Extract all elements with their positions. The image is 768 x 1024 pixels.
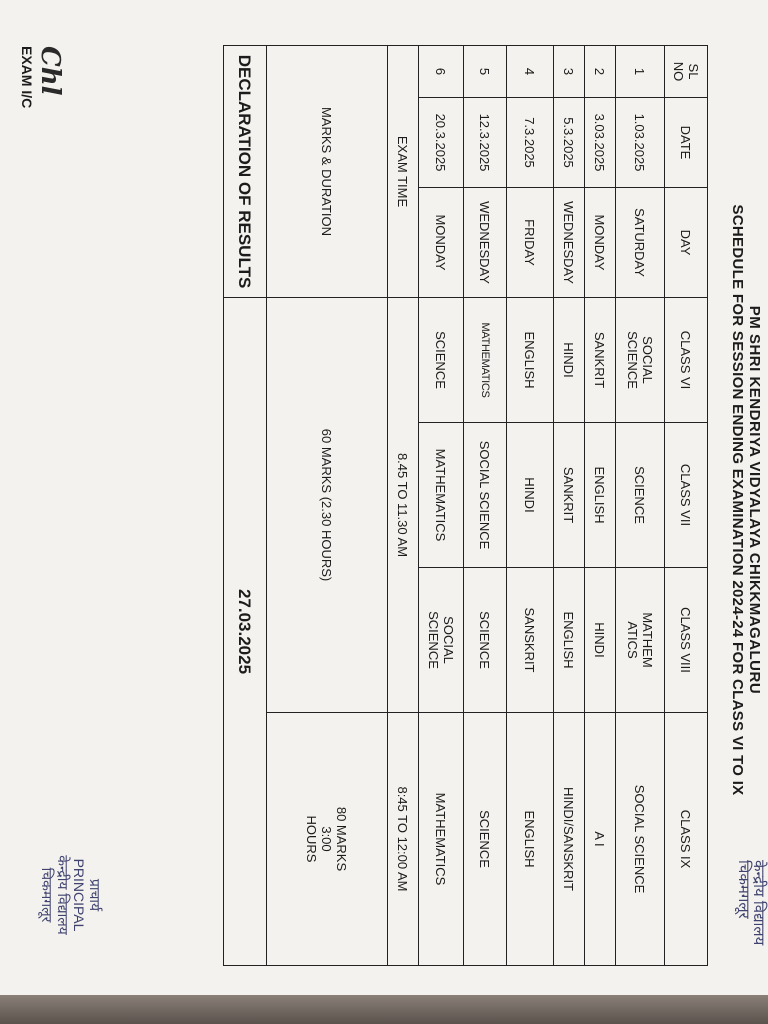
column-header: SL NO <box>665 46 708 98</box>
table-cell: MATHEMATICS <box>419 713 464 966</box>
table-cell: 4 <box>507 46 554 98</box>
table-cell: HINDI/SANSKRIT <box>554 713 585 966</box>
table-cell: SATURDAY <box>616 188 665 298</box>
table-cell: WEDNESDAY <box>464 188 507 298</box>
school-title: PM SHRI KENDRIYA VIDYALAYA CHIKKMAGALURU <box>746 305 763 695</box>
table-cell: 5 <box>464 46 507 98</box>
column-header: CLASS VIII <box>665 568 708 713</box>
table-cell: SANKRIT <box>554 423 585 568</box>
table-cell: SOCIAL SCIENCE <box>464 423 507 568</box>
exam-time-label: EXAM TIME <box>388 46 419 298</box>
schedule-title: SCHEDULE FOR SESSION ENDING EXAMINATION 2024-24 FOR CLASS VI TO IX <box>729 204 746 796</box>
table-row <box>507 46 554 966</box>
table-cell: HINDI <box>507 423 554 568</box>
exam-ic-label: EXAM I/C <box>19 46 35 109</box>
exam-time-ix: 8:45 TO 12:00 AM <box>388 713 419 966</box>
table-row <box>554 46 585 966</box>
table-cell: SCIENCE <box>464 713 507 966</box>
stamp-line: PRINCIPAL <box>71 858 87 932</box>
marks-label: MARKS & DURATION <box>267 46 388 298</box>
table-cell: A I <box>585 713 616 966</box>
table-cell: ENGLISH <box>507 713 554 966</box>
principal-stamp <box>3 800 103 990</box>
table-cell: SCIENCE <box>616 423 665 568</box>
column-header: CLASS VI <box>665 298 708 423</box>
exam-incharge-signature <box>19 46 65 108</box>
table-cell: 2 <box>585 46 616 98</box>
table-cell: MATHEMATICS <box>464 298 507 423</box>
table-cell: 5.3.2025 <box>554 98 585 188</box>
table-cell: WEDNESDAY <box>554 188 585 298</box>
table-cell: 20.3.2025 <box>419 98 464 188</box>
table-cell: HINDI <box>554 298 585 423</box>
marks-vi-viii: 60 MARKS (2.30 HOURS) <box>267 298 388 713</box>
table-cell: SANKRIT <box>585 298 616 423</box>
table-cell: 3.03.2025 <box>585 98 616 188</box>
table-cell: 3 <box>554 46 585 98</box>
table-cell: 12.3.2025 <box>464 98 507 188</box>
column-header: CLASS VII <box>665 423 708 568</box>
stamp-line: चिकमगलूर <box>735 860 752 919</box>
table-cell: ENGLISH <box>507 298 554 423</box>
school-stamp-top <box>736 860 766 990</box>
table-cell: 1 <box>616 46 665 98</box>
table-row <box>585 46 616 966</box>
table-cell: MONDAY <box>419 188 464 298</box>
table-cell: MONDAY <box>585 188 616 298</box>
column-header: CLASS IX <box>665 713 708 966</box>
table-cell: MATHEMATICS <box>419 423 464 568</box>
stamp-line: केन्द्रीय विद्यालय <box>750 860 767 946</box>
column-header: DAY <box>665 188 708 298</box>
table-cell: SCIENCE <box>464 568 507 713</box>
table-cell: SCIENCE <box>419 298 464 423</box>
table-cell: 1.03.2025 <box>616 98 665 188</box>
marks-duration-row <box>267 46 388 966</box>
table-cell: SOCIAL SCIENCE <box>419 568 464 713</box>
declaration-row <box>224 46 267 966</box>
exam-time-vi-viii: 8.45 TO 11.30 AM <box>388 298 419 713</box>
column-header: DATE <box>665 98 708 188</box>
exam-schedule-table <box>223 45 708 966</box>
table-cell: 6 <box>419 46 464 98</box>
marks-ix: 80 MARKS 3:00 HOURS <box>267 713 388 966</box>
table-cell: 7.3.2025 <box>507 98 554 188</box>
stamp-line: प्राचार्य <box>87 878 103 912</box>
table-cell: ENGLISH <box>554 568 585 713</box>
signature-mark: Chl <box>35 46 65 96</box>
stamp-line: केन्द्रीय विद्यालय <box>55 855 71 935</box>
table-cell: FRIDAY <box>507 188 554 298</box>
table-cell: HINDI <box>585 568 616 713</box>
declaration-date: 27.03.2025 <box>224 298 267 966</box>
table-cell: ENGLISH <box>585 423 616 568</box>
table-cell: SOCIAL SCIENCE <box>616 298 665 423</box>
table-row <box>616 46 665 966</box>
exam-time-row <box>388 46 419 966</box>
table-row <box>419 46 464 966</box>
stamp-line: चिकमगलूर <box>39 867 55 923</box>
table-cell: SANSKRIT <box>507 568 554 713</box>
declaration-label: DECLARATION OF RESULTS <box>224 46 267 298</box>
table-header-row <box>665 46 708 966</box>
table-cell: MATHEM ATICS <box>616 568 665 713</box>
table-row <box>464 46 507 966</box>
table-cell: SOCIAL SCIENCE <box>616 713 665 966</box>
